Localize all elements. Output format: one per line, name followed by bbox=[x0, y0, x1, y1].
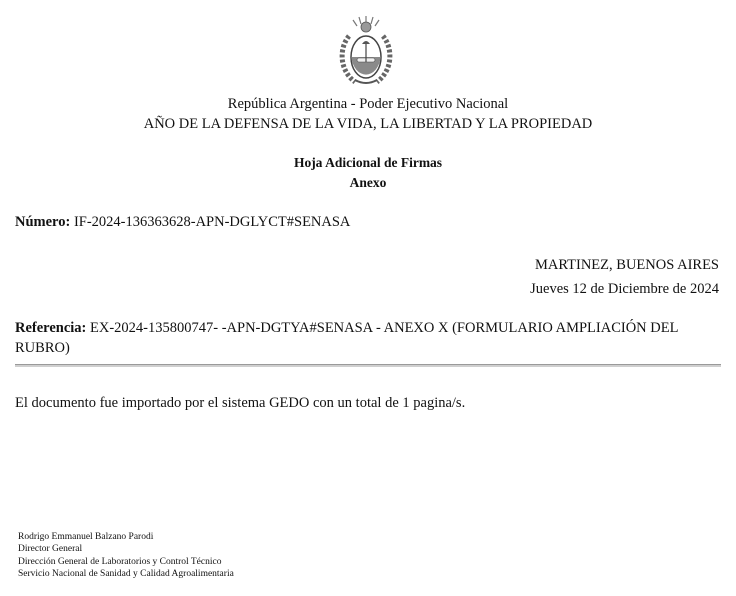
separator-rule bbox=[15, 364, 721, 367]
numero-label: Número: bbox=[15, 214, 71, 230]
document-number bbox=[15, 214, 350, 231]
referencia-label: Referencia: bbox=[15, 320, 87, 336]
header-year-motto: AÑO DE LA DEFENSA DE LA VIDA, LA LIBERTAD Y LA PROPIEDAD bbox=[143, 116, 593, 132]
date-line: Jueves 12 de Diciembre de 2024 bbox=[530, 281, 719, 297]
signer-department: Dirección General de Laboratorios y Control Técnico bbox=[18, 557, 222, 567]
signer-organization: Servicio Nacional de Sanidad y Calidad Agroalimentaria bbox=[18, 569, 234, 579]
document-body: El documento fue importado por el sistema GEDO con un total de 1 pagina/s. bbox=[15, 395, 466, 411]
header-republic: República Argentina - Poder Ejecutivo Nacional bbox=[227, 96, 509, 112]
numero-value: IF-2024-136363628-APN-DGLYCT#SENASA bbox=[73, 214, 351, 230]
signer-position: Director General bbox=[18, 544, 83, 554]
signer-name: Rodrigo Emmanuel Balzano Parodi bbox=[18, 532, 154, 542]
place-line: MARTINEZ, BUENOS AIRES bbox=[534, 257, 719, 273]
document-subtitle: Anexo bbox=[349, 175, 387, 190]
document-title: Hoja Adicional de Firmas bbox=[293, 155, 443, 170]
reference-block bbox=[15, 318, 720, 358]
argentina-coat-of-arms-icon bbox=[335, 14, 397, 90]
referencia-value: EX-2024-135800747- -APN-DGTYA#SENASA - ANEXO X (FORMULARIO AMPLIACIÓN DEL RUBRO) bbox=[15, 320, 678, 356]
